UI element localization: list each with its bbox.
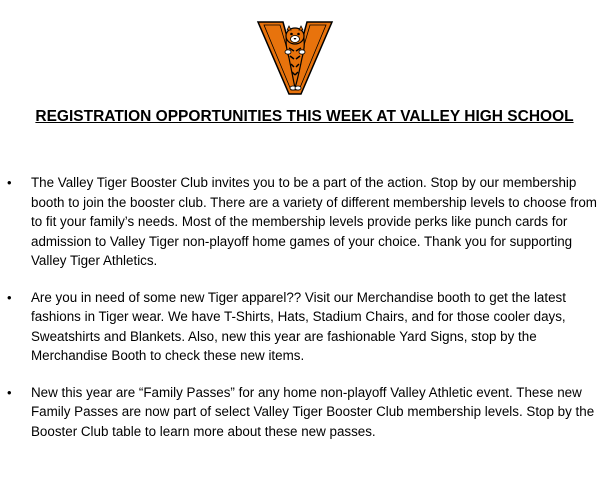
list-item (0, 173, 609, 271)
bullet-marker: • (7, 175, 12, 190)
bullet-text: The Valley Tiger Booster Club invites you to be a part of the action. Stop by our membership booth to join the booster club. There are a variety of different membership levels to choose from to fit your family’s needs. Most of the membership levels provide perks like punch cards for admission to Valley Tiger non-playoff home games of your choice. Thank you for supporting Valley Tiger Athletics. (31, 175, 597, 268)
page-title: REGISTRATION OPPORTUNITIES THIS WEEK AT VALLEY HIGH SCHOOL (35, 108, 574, 125)
valley-tiger-v-logo-icon (255, 18, 335, 96)
list-item (0, 383, 609, 442)
bullet-marker: • (7, 384, 12, 400)
bullet-text: Are you in need of some new Tiger apparel?? Visit our Merchandise booth to get the latest fashions in Tiger wear. We have T-Shirts, Hats, Stadium Chairs, and for those cooler days, Sweatshirts and Blankets. Also, new this year are fashionable Yard Signs, stop by the Merchandise Booth to check these new items. (31, 289, 566, 363)
list-item (0, 288, 609, 366)
bullet-marker: • (7, 289, 12, 305)
bullet-list (0, 173, 609, 458)
bullet-text: New this year are “Family Passes” for any home non-playoff Valley Athletic event. These new Family Passes are now part of select Valley Tiger Booster Club membership levels. Stop by the Booster Club table to learn more about these new passes. (31, 384, 595, 439)
